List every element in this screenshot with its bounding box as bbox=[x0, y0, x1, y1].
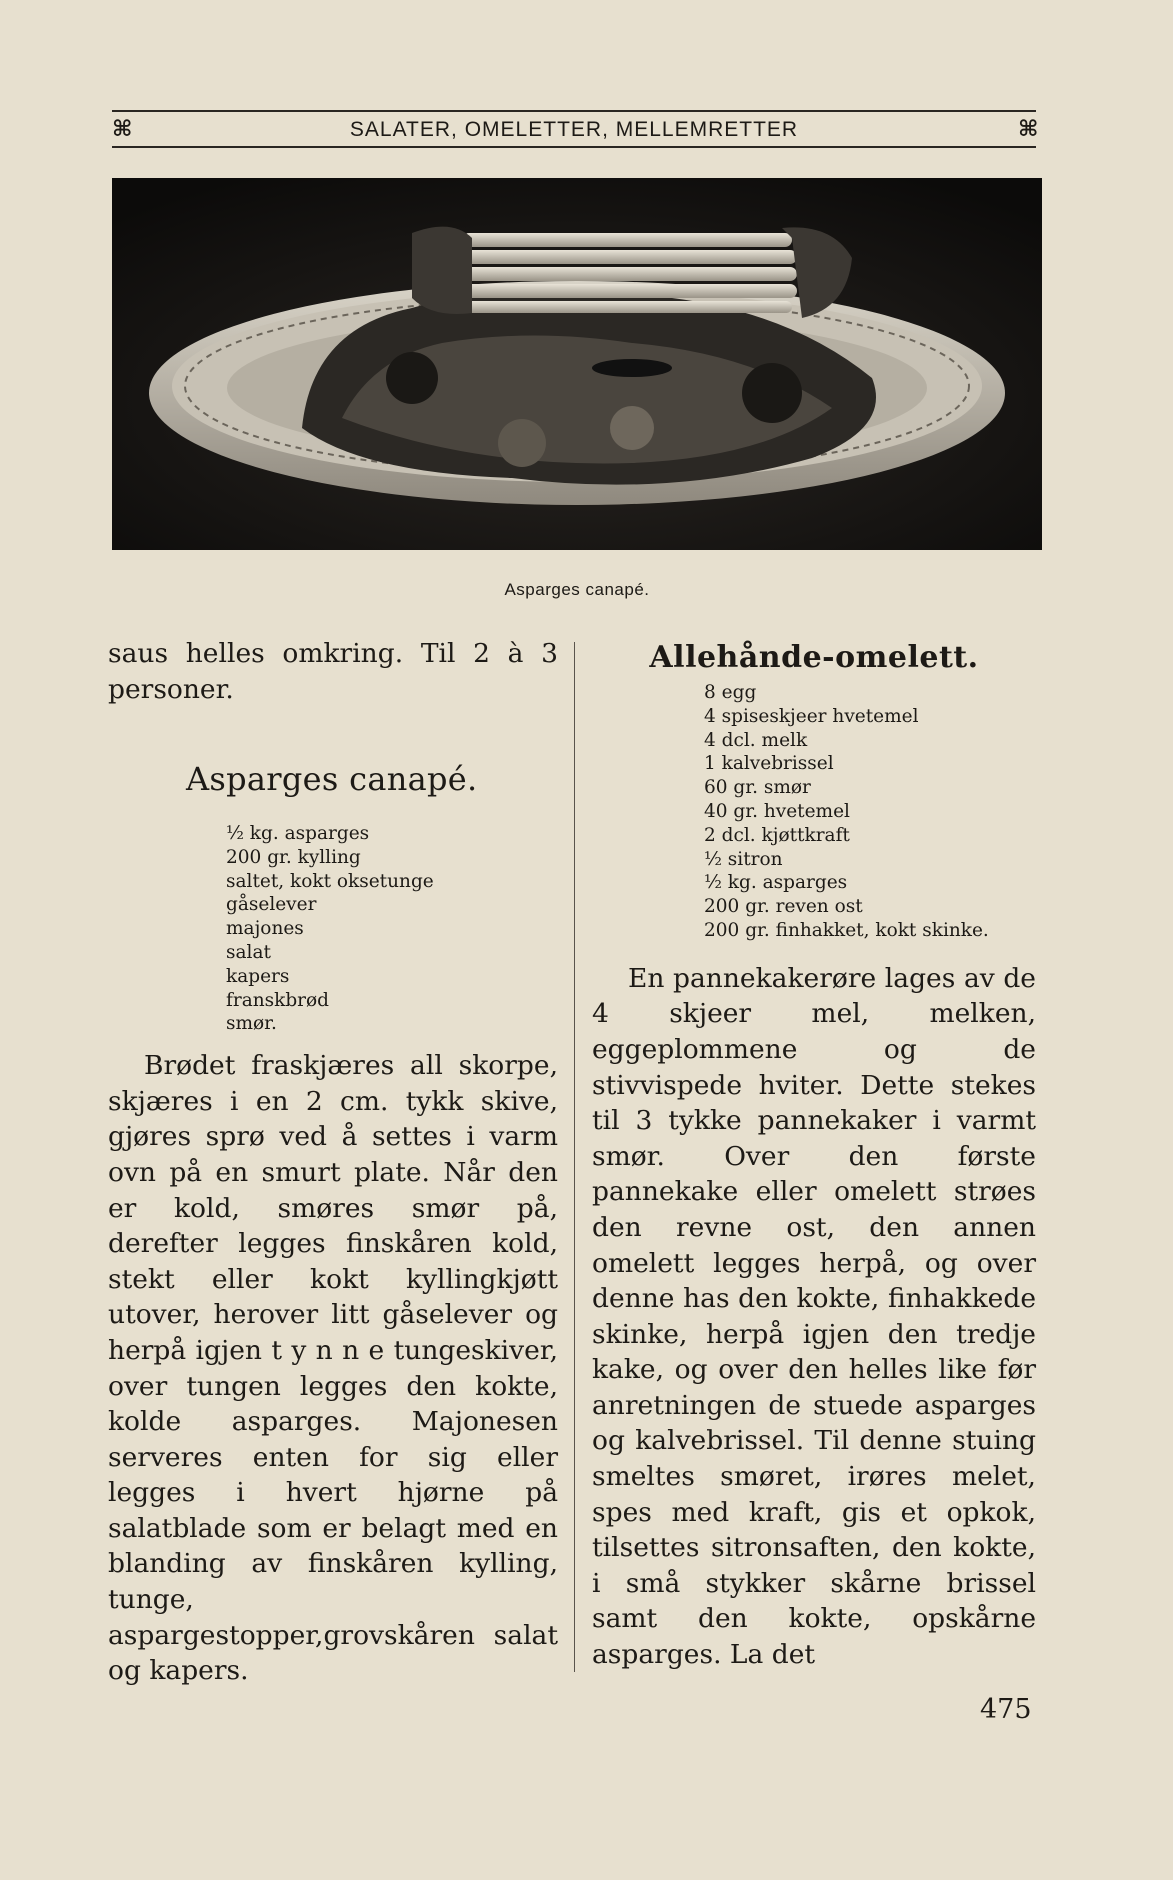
ingredient-item: kapers bbox=[226, 965, 290, 987]
ingredient-item: ½ kg. asparges bbox=[704, 872, 848, 894]
ingredient-item: 4 spiseskjeer hvetemel bbox=[704, 705, 919, 727]
ingredient-item: 4 dcl. melk bbox=[704, 729, 808, 751]
left-column bbox=[108, 636, 558, 1689]
ingredient-list-omelett bbox=[592, 681, 1036, 943]
plate-illustration-icon bbox=[112, 178, 1042, 550]
instructions-canape: Brødet fraskjæres all skorpe, skjæres i en 2 cm. tykk skive, gjøres sprø ved å settes i varm ovn på en smurt plate. Når den er kold, smøres smør på, derefter legges finskåren kold, stekt eller kokt kyllingkjøtt utover, herover litt gåselever og herpå igjen t y n n e tungeskiver, over tungen legges den kokte, kolde asparges. Majonesen serveres enten for sig eller legges i hvert hjørne på salatblade som er belagt med en blanding av finskåren kylling, tunge, aspargestopper,grovskåren salat og kapers. bbox=[108, 1050, 558, 1687]
photo-caption: Asparges canapé. bbox=[504, 580, 650, 599]
ingredient-item: gåselever bbox=[226, 894, 317, 916]
ingredient-item: 200 gr. kylling bbox=[226, 846, 361, 868]
ingredient-list-canape bbox=[108, 822, 558, 1036]
instructions-omelett: En pannekakerøre lages av de 4 skjeer mel, melken, eggeplommene og de stivvispede hviter. Dette stekes til 3 tykke pannekaker i varmt smør. Over den første pannekake eller omelett strøes den revne ost, den annen omelett legges herpå, og over denne has den kokte, finhakkede skinke, herpå igjen den tredje kake, og over den helles like før anretningen de stuede asparges og kalvebrissel. Til denne stuing smeltes smøret, irøres melet, spes med kraft, gis et opkok, tilsettes sitronsaften, den kokte, i små stykker skårne brissel samt den kokte, opskårne asparges. La det bbox=[592, 962, 1036, 1671]
ingredient-item: salat bbox=[226, 941, 271, 963]
asparagus-canape-photo bbox=[112, 178, 1042, 550]
right-column bbox=[592, 636, 1036, 1673]
ingredient-item: 60 gr. smør bbox=[704, 777, 811, 799]
ingredient-item: 200 gr. reven ost bbox=[704, 896, 863, 918]
header-ornament-right: ⌘ bbox=[1018, 117, 1039, 142]
ingredient-item: ½ kg. asparges bbox=[226, 823, 370, 844]
recipe-title-allehande-omelett: Allehånde-omelett. bbox=[649, 640, 979, 675]
continued-text: saus helles omkring. Til 2 à 3 personer. bbox=[108, 638, 558, 705]
ingredient-item: saltet, kokt oksetunge bbox=[226, 870, 434, 892]
recipe-title-asparges-canape: Asparges canapé. bbox=[186, 760, 478, 798]
header-rule-bottom bbox=[112, 146, 1036, 148]
running-header: SALATER, OMELETTER, MELLEMRETTER bbox=[349, 118, 799, 141]
ingredient-item: 8 egg bbox=[704, 682, 757, 703]
header-ornament-left: ⌘ bbox=[112, 117, 133, 142]
ingredient-item: ½ sitron bbox=[704, 848, 783, 870]
column-divider bbox=[574, 642, 575, 1672]
ingredient-item: 40 gr. hvetemel bbox=[704, 800, 850, 822]
ingredient-item: franskbrød bbox=[226, 989, 330, 1011]
ingredient-item: 1 kalvebrissel bbox=[704, 753, 834, 775]
ingredient-item: 2 dcl. kjøttkraft bbox=[704, 824, 850, 846]
ingredient-item: majones bbox=[226, 918, 304, 940]
header-rule-top bbox=[112, 110, 1036, 112]
ingredient-item: smør. bbox=[226, 1013, 277, 1035]
page-number: 475 bbox=[980, 1694, 1032, 1725]
ingredient-item: 200 gr. finhakket, kokt skinke. bbox=[704, 919, 989, 941]
